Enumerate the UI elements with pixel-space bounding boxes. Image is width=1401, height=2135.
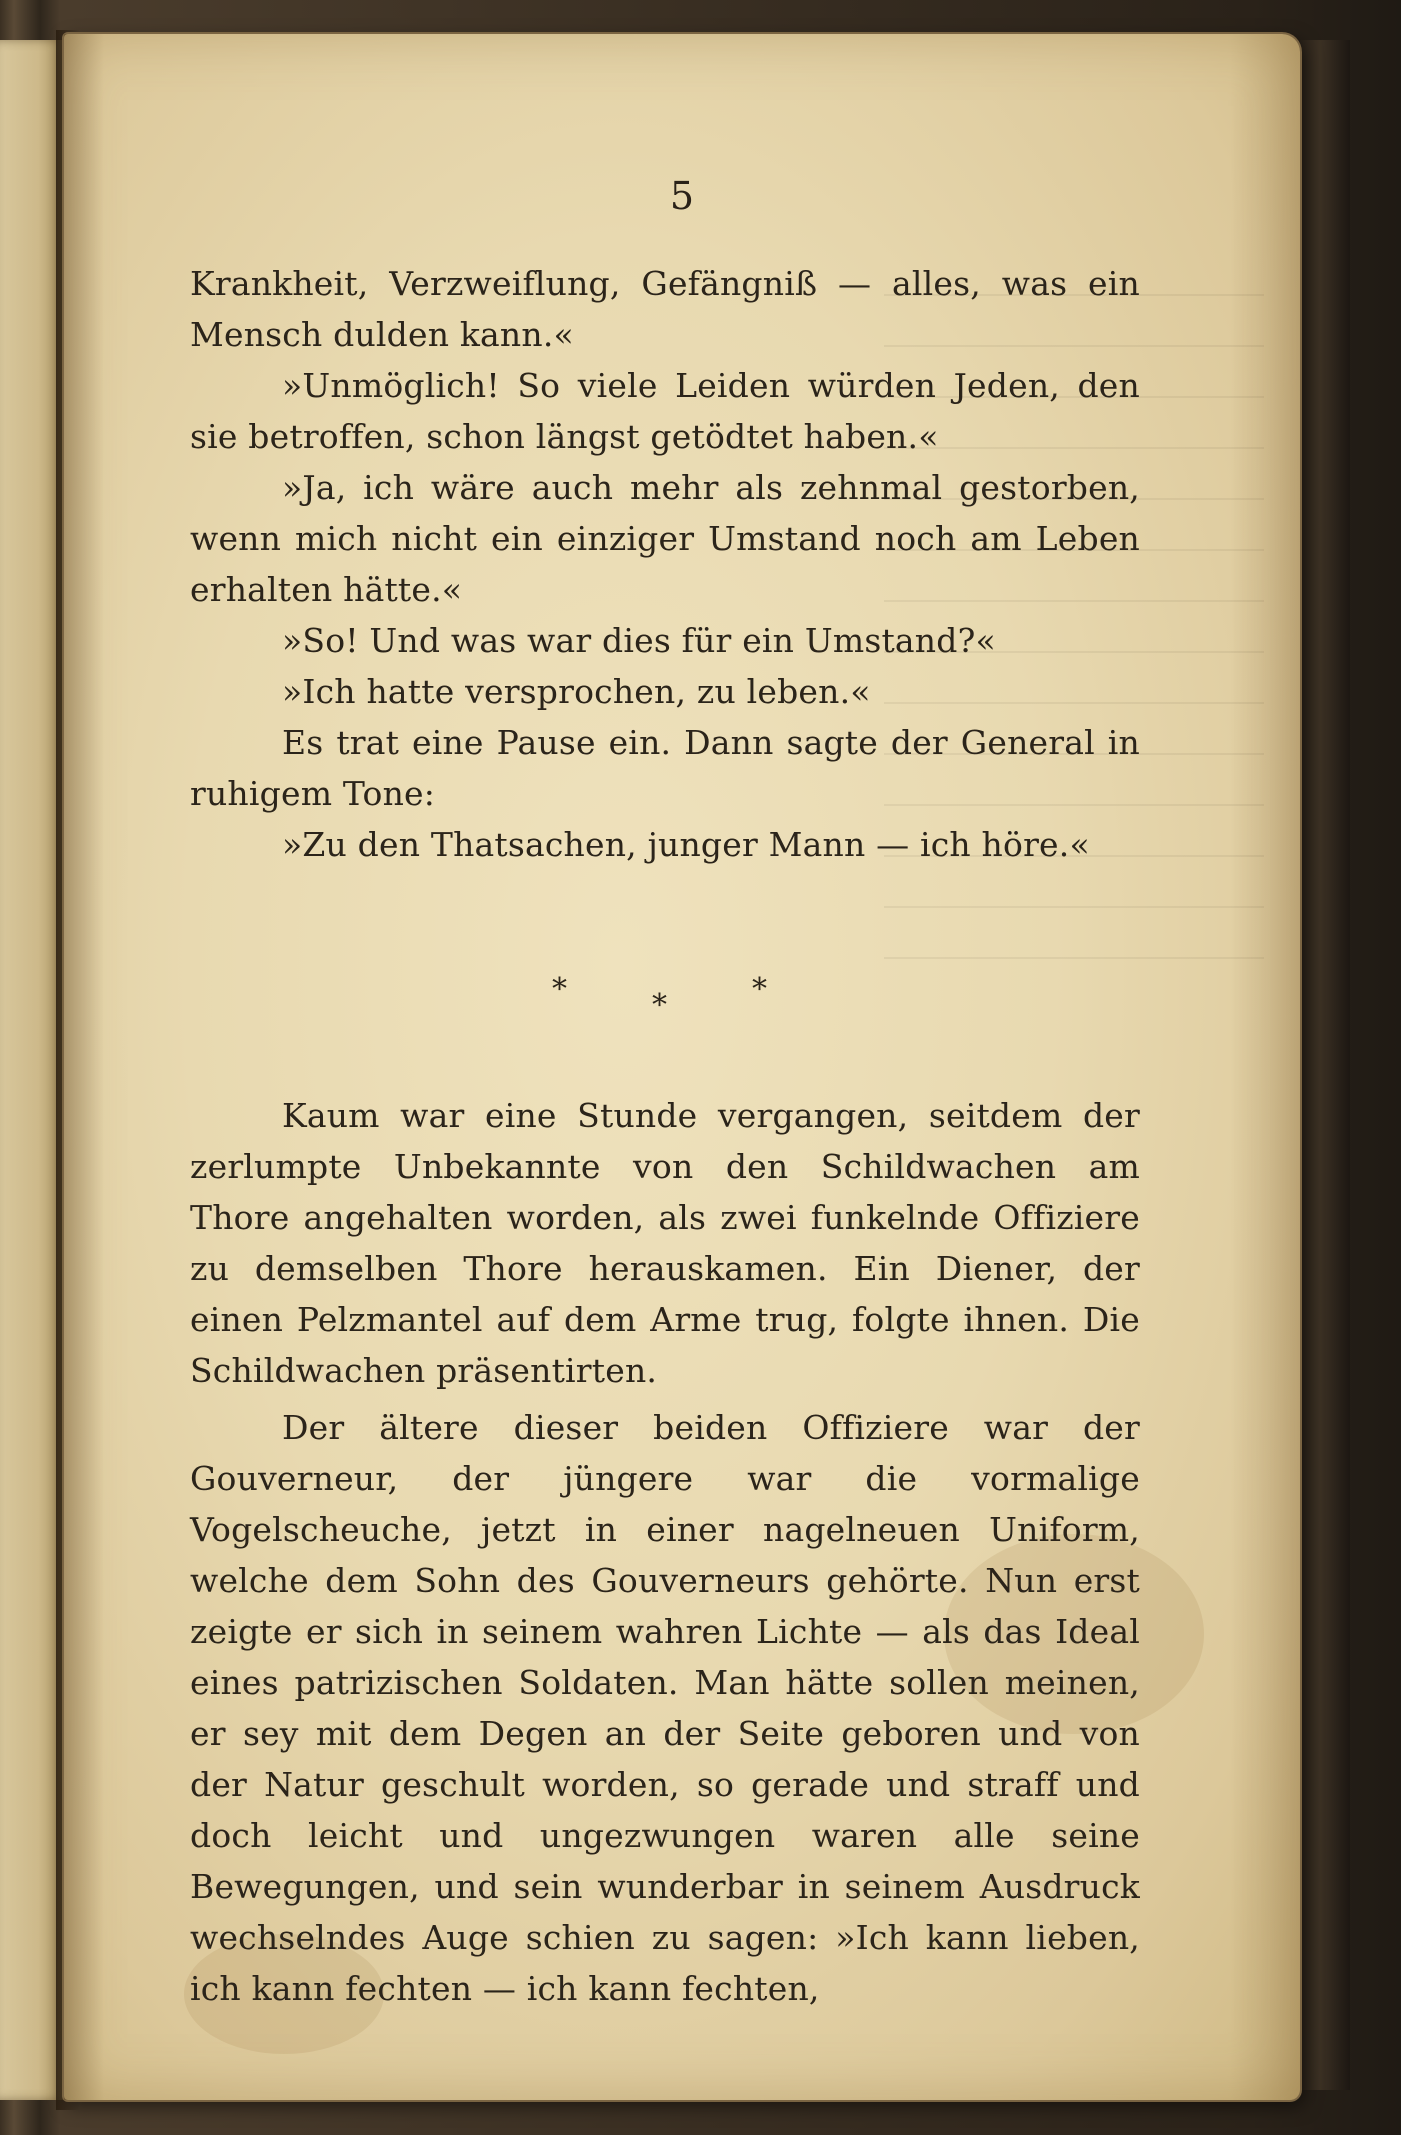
paragraph: »So! Und was war dies für ein Umstand?« bbox=[282, 621, 996, 660]
book-cover-edge bbox=[1300, 40, 1350, 2090]
text-block-bottom bbox=[190, 1090, 1140, 2014]
paragraph: »Zu den Thatsachen, junger Mann — ich höre.« bbox=[282, 825, 1090, 864]
paragraph: Es trat eine Pause ein. Dann sagte der General in ruhigem Tone: bbox=[190, 723, 1140, 813]
section-separator bbox=[64, 972, 1300, 1023]
separator-asterisk: * bbox=[552, 972, 567, 1007]
page-number: 5 bbox=[669, 174, 695, 218]
separator-asterisk: * bbox=[652, 988, 667, 1023]
paragraph: Der ältere dieser beiden Offiziere war der Gouverneur, der jüngere war die vormalige Vogelscheuche, jetzt in einer nagelneuen Uniform, welche dem Sohn des Gouverneurs gehörte. Nun erst zeigte er sich in seinem wahren Lichte — als das Ideal eines patrizischen Soldaten. Man hätte sollen meinen, er sey mit dem Degen an der Seite geboren und von der Natur geschult worden, so gerade und straff und doch leicht und ungezwungen waren alle seine Bewegungen, und sein wunderbar in seinem Ausdruck wechselndes Auge schien zu sagen: »Ich kann lieben, ich kann fechten — ich kann fechten, bbox=[190, 1408, 1140, 2008]
paragraph: Krankheit, Verzweiflung, Gefängniß — alles, was ein Mensch dulden kann.« bbox=[190, 264, 1140, 354]
previous-page-edge bbox=[0, 40, 64, 2100]
paragraph: »Ja, ich wäre auch mehr als zehnmal gestorben, wenn mich nicht ein einziger Umstand noch am Leben erhalten hätte.« bbox=[190, 468, 1140, 609]
book-page bbox=[64, 34, 1300, 2100]
separator-asterisk: * bbox=[752, 972, 767, 1007]
paragraph: »Unmöglich! So viele Leiden würden Jeden, den sie betroffen, schon längst getödtet haben.« bbox=[190, 366, 1140, 456]
paragraph: Kaum war eine Stunde vergangen, seitdem der zerlumpte Unbekannte von den Schildwachen am Thore angehalten worden, als zwei funkelnde Offiziere zu demselben Thore herauskamen. Ein Diener, der einen Pelzmantel auf dem Arme trug, folgte ihnen. Die Schildwachen präsentirten. bbox=[190, 1096, 1140, 1390]
paragraph: »Ich hatte versprochen, zu leben.« bbox=[282, 672, 871, 711]
text-block-top bbox=[190, 258, 1140, 870]
